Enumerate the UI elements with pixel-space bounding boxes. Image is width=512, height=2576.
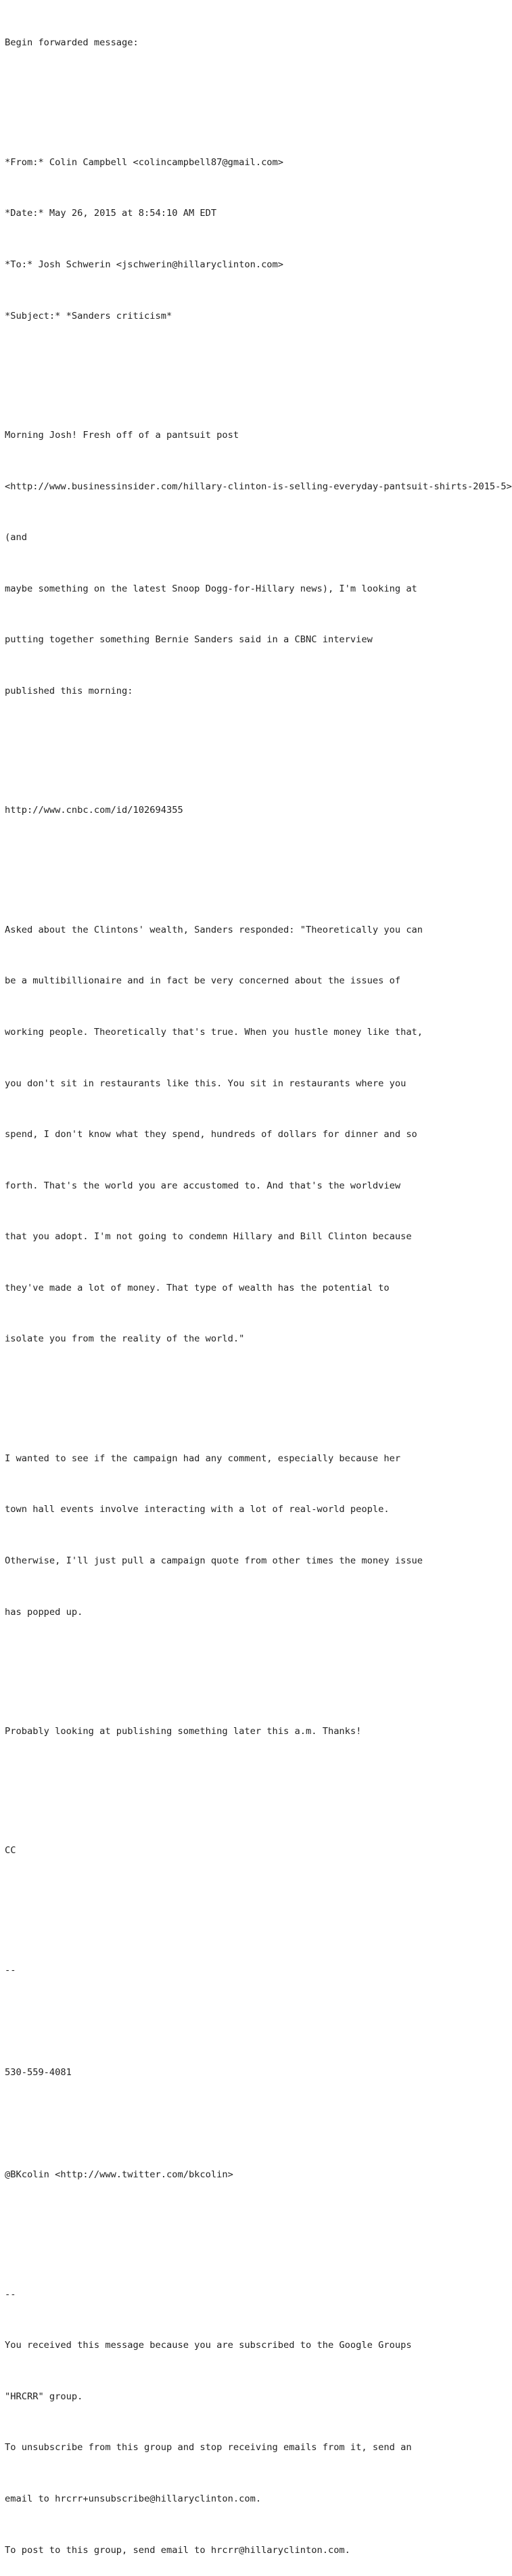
quote-line: working people. Theoretically that's true. When you hustle money like that, <box>5 1026 423 1038</box>
quote-line: Asked about the Clintons' wealth, Sanders responded: "Theoretically you can <box>5 924 423 935</box>
header-date: *Date:* May 26, 2015 at 8:54:10 AM EDT <box>5 208 217 219</box>
body-line: published this morning: <box>5 685 133 696</box>
footer-line: To unsubscribe from this group and stop receiving emails from it, send an <box>5 2442 412 2453</box>
spacer <box>5 2013 511 2030</box>
footer-separator: -- <box>5 2288 16 2300</box>
signoff: CC <box>5 1845 16 1857</box>
header-to: *To:* Josh Schwerin <jschwerin@hillaryclinton.com> <box>5 259 284 270</box>
quote-line: they've made a lot of money. That type of wealth has the potential to <box>5 1282 390 1293</box>
pantsuit-link[interactable]: <http://www.businessinsider.com/hillary-clinton-is-selling-everyday-pantsuit-shirts-2015-5> <box>5 481 512 492</box>
spacer <box>5 1775 511 1792</box>
body-line: Otherwise, I'll just pull a campaign quote from other times the money issue <box>5 1555 423 1567</box>
quote-line: forth. That's the world you are accustomed to. And that's the worldview <box>5 1180 401 1191</box>
spacer <box>5 734 511 751</box>
footer-line: You received this message because you are subscribed to the Google Groups <box>5 2340 412 2351</box>
quote-line: that you adopt. I'm not going to condemn Hillary and Bill Clinton because <box>5 1231 412 1243</box>
header-subject: *Subject:* *Sanders criticism* <box>5 310 172 321</box>
spacer <box>5 2116 511 2133</box>
signature-twitter[interactable]: @BKcolin <http://www.twitter.com/bkcolin> <box>5 2169 233 2181</box>
body-line: Probably looking at publishing something later this a.m. Thanks! <box>5 1726 362 1737</box>
spacer <box>5 1655 511 1672</box>
body-line: I wanted to see if the campaign had any comment, especially because her <box>5 1452 401 1464</box>
footer-line: "HRCRR" group. <box>5 2391 83 2402</box>
footer-post-email[interactable]: To post to this group, send email to hrcrr@hillaryclinton.com. <box>5 2544 350 2556</box>
signature-phone: 530-559-4081 <box>5 2067 72 2078</box>
body-line: Morning Josh! Fresh off of a pantsuit post <box>5 429 239 441</box>
email-document <box>5 1 511 2576</box>
quote-line: be a multibillionaire and in fact be very concerned about the issues of <box>5 975 401 987</box>
body-line: (and <box>5 532 27 543</box>
body-line: town hall events involve interacting with a lot of real-world people. <box>5 1504 390 1515</box>
spacer <box>5 359 511 376</box>
signature-separator: -- <box>5 1964 16 1976</box>
header-from: *From:* Colin Campbell <colincampbell87@gmail.com> <box>5 156 284 168</box>
spacer <box>5 853 511 870</box>
spacer <box>5 2218 511 2235</box>
spacer <box>5 86 511 103</box>
body-line: maybe something on the latest Snoop Dogg-for-Hillary news), I'm looking at <box>5 583 417 594</box>
cnbc-link[interactable]: http://www.cnbc.com/id/102694355 <box>5 805 183 816</box>
body-line: has popped up. <box>5 1606 83 1618</box>
quote-line: isolate you from the reality of the world." <box>5 1333 245 1345</box>
quote-line: spend, I don't know what they spend, hundreds of dollars for dinner and so <box>5 1129 417 1140</box>
spacer <box>5 1894 511 1911</box>
quote-line: you don't sit in restaurants like this. You sit in restaurants where you <box>5 1078 406 1089</box>
spacer <box>5 1382 511 1399</box>
body-line: putting together something Bernie Sanders said in a CBNC interview <box>5 634 373 646</box>
forward-intro: Begin forwarded message: <box>5 37 139 49</box>
footer-unsubscribe-email[interactable]: email to hrcrr+unsubscribe@hillaryclinton.com. <box>5 2493 262 2504</box>
